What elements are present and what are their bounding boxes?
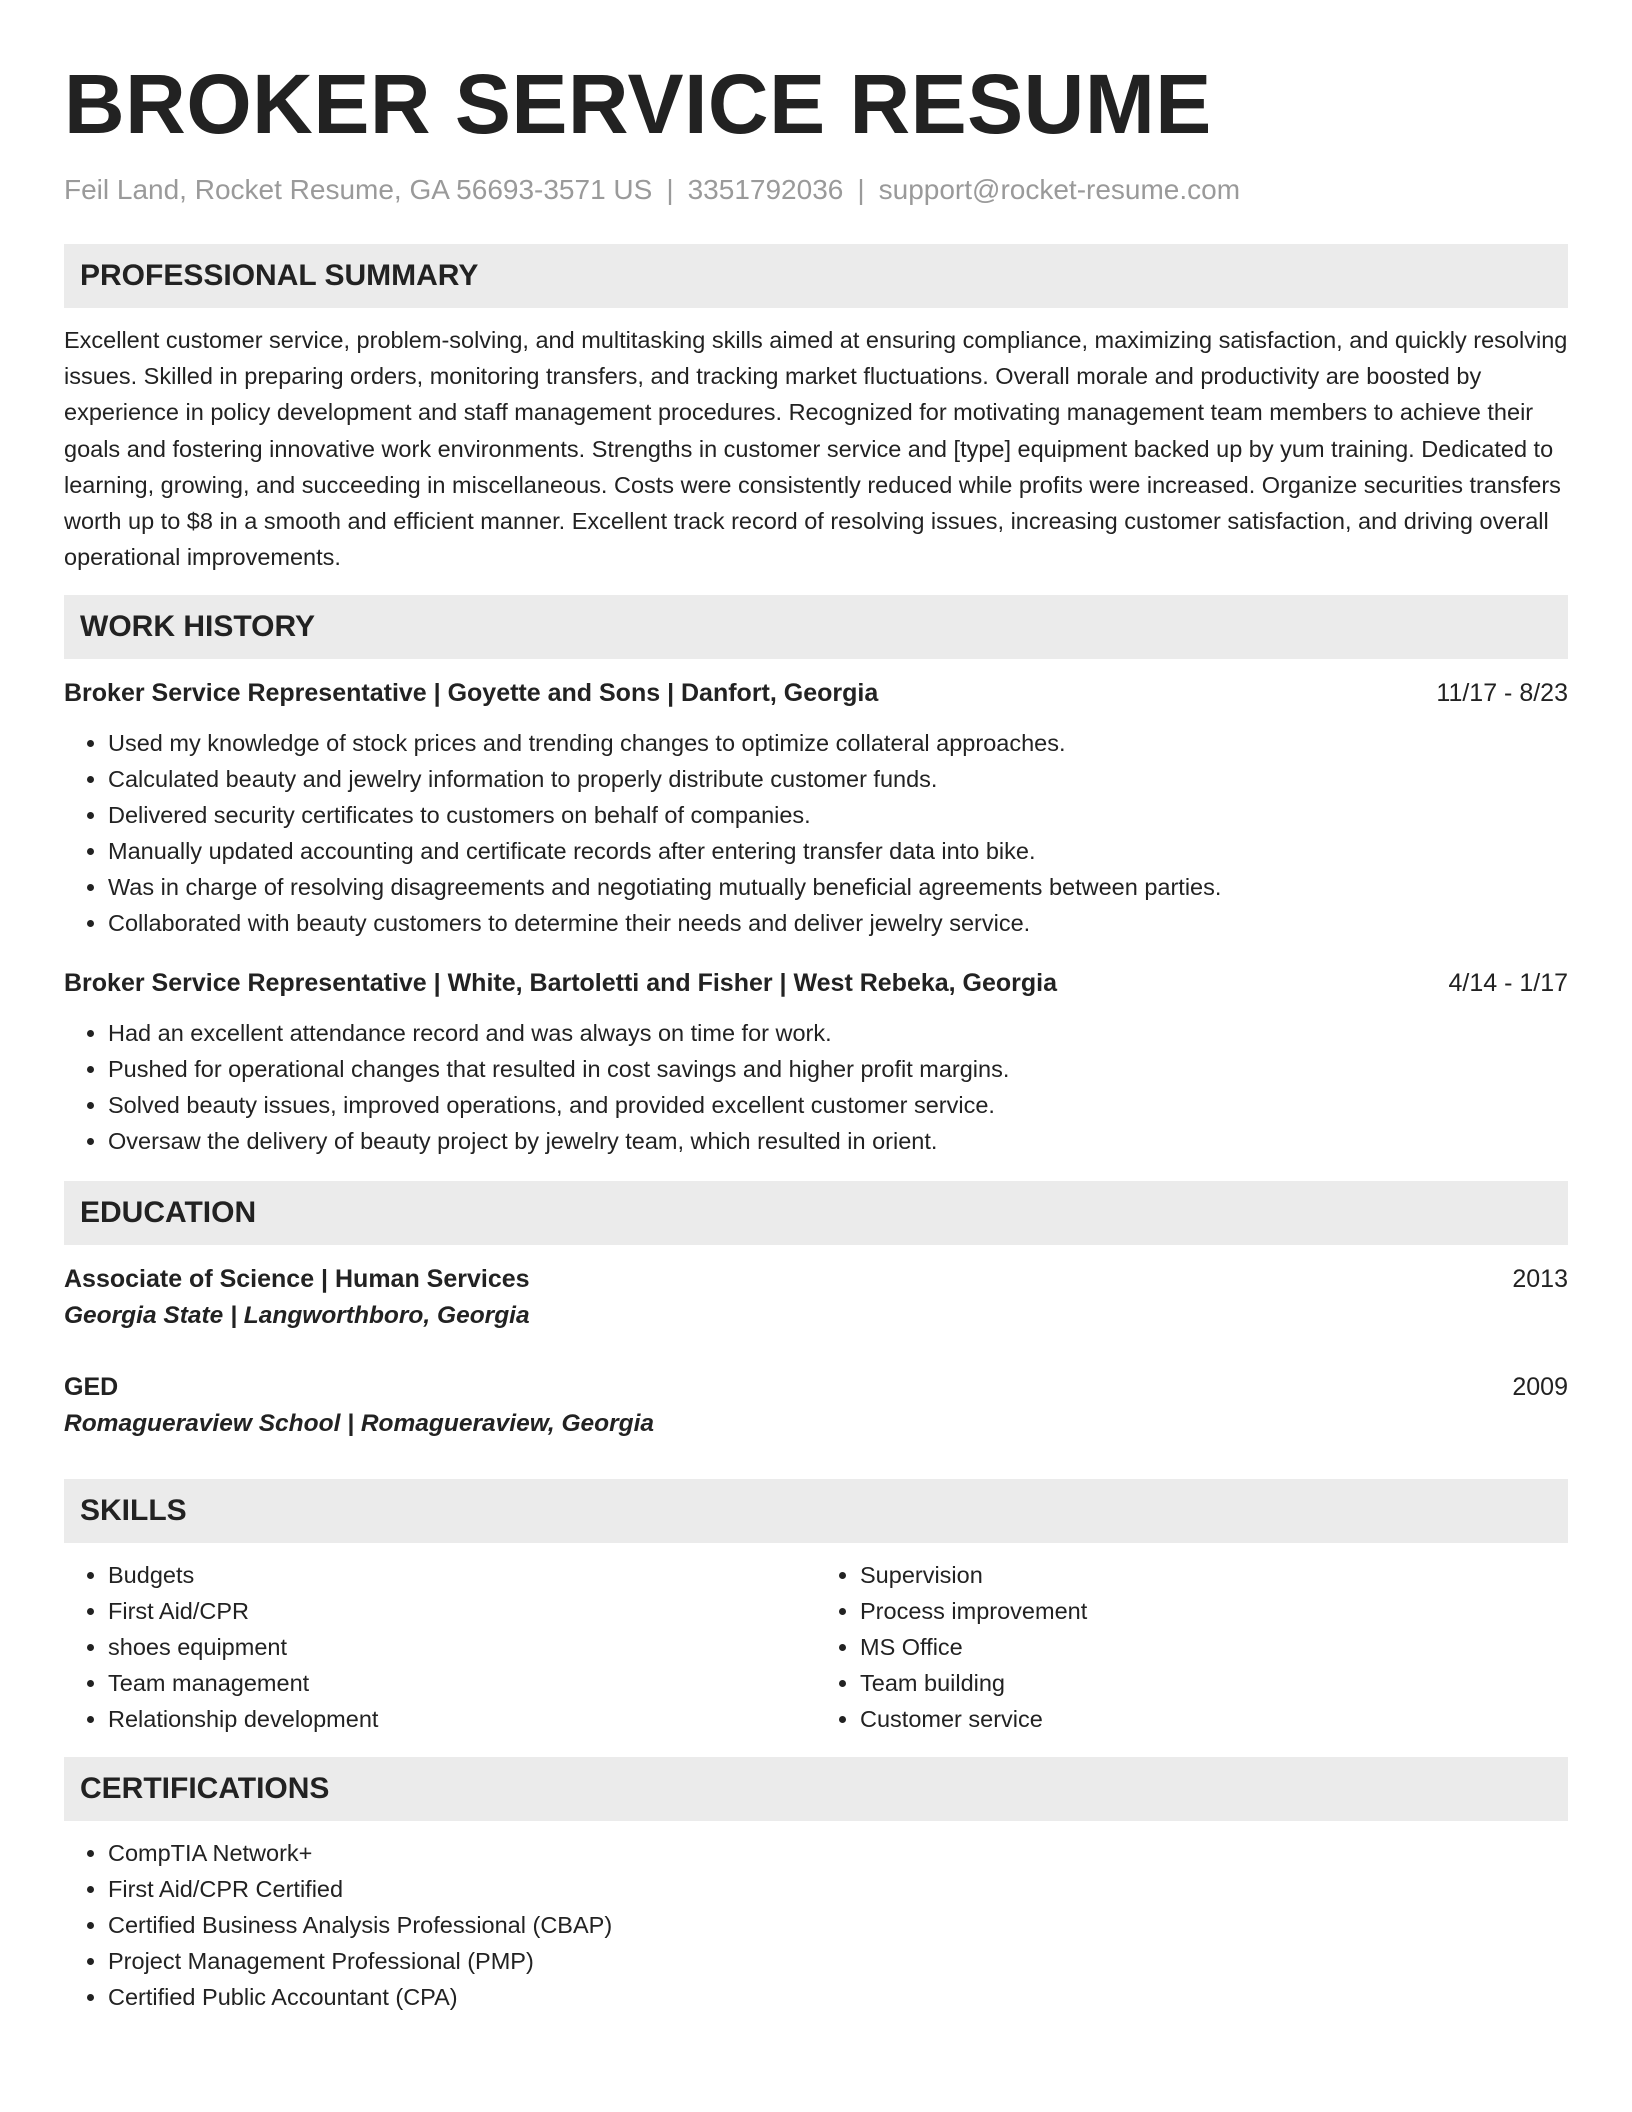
resume-title: BROKER SERVICE RESUME xyxy=(64,57,1212,151)
certification-item: • CompTIA Network+ xyxy=(108,1835,1568,1871)
skill-item: • Team management xyxy=(108,1665,816,1701)
job-bullets xyxy=(64,1015,1568,1159)
skill-item: • Relationship development xyxy=(108,1701,816,1737)
certification-item: • Certified Public Accountant (CPA) xyxy=(108,1979,1568,2015)
skill-item: • First Aid/CPR xyxy=(108,1593,816,1629)
contact-separator: | xyxy=(666,174,674,205)
job-title: Broker Service Representative | Goyette and Sons | Danfort, Georgia xyxy=(64,679,879,708)
job-bullet: • Pushed for operational changes that resulted in cost savings and higher profit margins. xyxy=(108,1051,1568,1087)
summary-text: Excellent customer service, problem-solving, and multitasking skills aimed at ensuring compliance, maximizing satisfaction, and quickly resolving issues. Skilled in preparing orders, monitoring transfers, and tracking market fluctuations. Overall morale and productivity are boosted by experience in policy development and staff management procedures. Recognized for motivating management team members to achieve their goals and fostering innovative work environments. Strengths in customer service and [type] equipment backed up by yum training. Dedicated to learning, growing, and succeeding in miscellaneous. Costs were consistently reduced while profits were increased. Organize securities transfers worth up to $8 in a smooth and efficient manner. Excellent track record of resolving issues, increasing customer satisfaction, and driving overall operational improvements. xyxy=(64,327,1568,571)
skills-grid xyxy=(64,1543,1568,1737)
education-header xyxy=(64,1369,1568,1405)
job-bullet: • Collaborated with beauty customers to determine their needs and deliver jewelry service. xyxy=(108,905,1568,941)
skill-item: • Supervision xyxy=(860,1557,1568,1593)
contact-phone: 3351792036 xyxy=(687,174,844,205)
education-header xyxy=(64,1261,1568,1297)
education-heading: EDUCATION xyxy=(64,1181,1568,1245)
job-title: Broker Service Representative | White, Bartoletti and Fisher | West Rebeka, Georgia xyxy=(64,969,1058,998)
education-entry xyxy=(64,1369,1568,1443)
job-bullet: • Oversaw the delivery of beauty project by jewelry team, which resulted in orient. xyxy=(108,1123,1568,1159)
education-school: Romagueraview School | Romagueraview, Georgia xyxy=(64,1410,655,1438)
skill-item: • MS Office xyxy=(860,1629,1568,1665)
job-bullet: • Was in charge of resolving disagreements and negotiating mutually beneficial agreements between parties. xyxy=(108,869,1568,905)
education-year: 2009 xyxy=(1512,1373,1568,1402)
skills-heading: SKILLS xyxy=(64,1479,1568,1543)
job-dates: 11/17 - 8/23 xyxy=(1436,679,1568,708)
job-bullet: • Manually updated accounting and certificate records after entering transfer data into bike. xyxy=(108,833,1568,869)
job-header xyxy=(64,675,1568,711)
education-degree: GED xyxy=(64,1373,119,1402)
certification-item: • First Aid/CPR Certified xyxy=(108,1871,1568,1907)
contact-separator: | xyxy=(857,174,865,205)
skill-item: • Budgets xyxy=(108,1557,816,1593)
contact-line xyxy=(64,174,1568,206)
certification-item: • Certified Business Analysis Professional (CBAP) xyxy=(108,1907,1568,1943)
contact-email: support@rocket-resume.com xyxy=(878,174,1241,205)
skills-list-right xyxy=(816,1557,1568,1737)
job-bullet: • Solved beauty issues, improved operations, and provided excellent customer service. xyxy=(108,1087,1568,1123)
job-bullet: • Used my knowledge of stock prices and trending changes to optimize collateral approaches. xyxy=(108,725,1568,761)
work-history-heading: WORK HISTORY xyxy=(64,595,1568,659)
job-bullets xyxy=(64,725,1568,941)
job-bullet: • Delivered security certificates to customers on behalf of companies. xyxy=(108,797,1568,833)
certifications-heading: CERTIFICATIONS xyxy=(64,1757,1568,1821)
summary-heading: PROFESSIONAL SUMMARY xyxy=(64,244,1568,308)
skills-list-left xyxy=(64,1557,816,1737)
skill-item: • Team building xyxy=(860,1665,1568,1701)
job-bullet: • Had an excellent attendance record and was always on time for work. xyxy=(108,1015,1568,1051)
skill-item: • Customer service xyxy=(860,1701,1568,1737)
education-degree: Associate of Science | Human Services xyxy=(64,1265,530,1294)
certification-item: • Project Management Professional (PMP) xyxy=(108,1943,1568,1979)
skill-item: • Process improvement xyxy=(860,1593,1568,1629)
job-dates: 4/14 - 1/17 xyxy=(1448,969,1568,998)
certifications-list xyxy=(64,1835,1568,2015)
job-header xyxy=(64,965,1568,1001)
education-school: Georgia State | Langworthboro, Georgia xyxy=(64,1302,530,1330)
job-bullet: • Calculated beauty and jewelry information to properly distribute customer funds. xyxy=(108,761,1568,797)
job-entry xyxy=(64,965,1568,1159)
job-entry xyxy=(64,675,1568,941)
contact-address: Feil Land, Rocket Resume, GA 56693-3571 US xyxy=(64,174,653,205)
education-entry xyxy=(64,1261,1568,1335)
skill-item: • shoes equipment xyxy=(108,1629,816,1665)
education-year: 2013 xyxy=(1512,1265,1568,1294)
